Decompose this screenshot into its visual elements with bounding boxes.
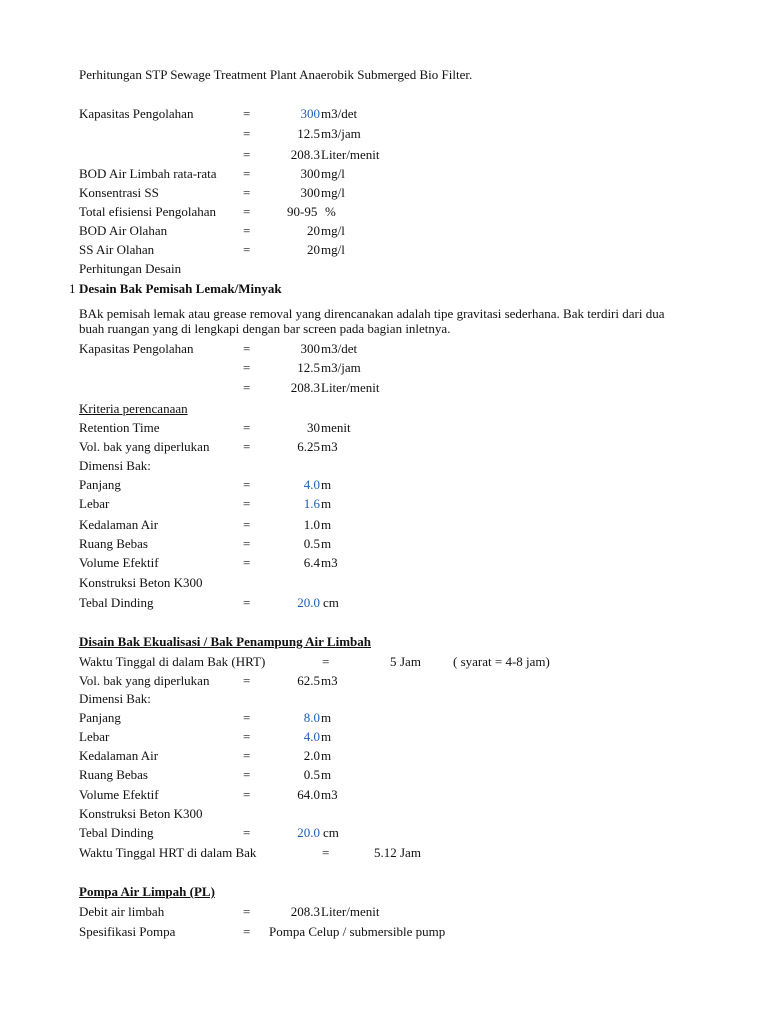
- effective-volume-value: 64.0: [297, 787, 320, 802]
- equals-sign: =: [243, 477, 251, 492]
- kapasitas-value: 12.5: [297, 360, 320, 375]
- ss-out-label: SS Air Olahan: [79, 242, 155, 257]
- flow-label: Debit air limbah: [79, 904, 165, 919]
- unit-label: m3: [321, 787, 338, 802]
- kapasitas-value: 208.3: [290, 147, 320, 162]
- unit-label: Jam: [400, 845, 421, 860]
- equals-sign: =: [322, 654, 330, 669]
- equals-sign: =: [243, 341, 251, 356]
- equals-sign: =: [243, 420, 251, 435]
- depth-label: Kedalaman Air: [79, 517, 159, 532]
- kapasitas-label: Kapasitas Pengolahan: [79, 106, 194, 121]
- equals-sign: =: [243, 126, 251, 141]
- freeboard-value: 0.5: [303, 767, 320, 782]
- hrt-label: Waktu Tinggal di dalam Bak (HRT): [79, 654, 266, 669]
- equals-sign: =: [243, 185, 251, 200]
- volume-label: Vol. bak yang diperlukan: [79, 439, 210, 454]
- freeboard-value: 0.5: [303, 536, 320, 551]
- bod-value: 300: [300, 166, 320, 181]
- efficiency-value: 90-95: [287, 204, 318, 219]
- unit-label: m: [321, 767, 332, 782]
- section-number: 1: [69, 281, 76, 296]
- unit-label: mg/l: [321, 242, 345, 257]
- equals-sign: =: [243, 710, 251, 725]
- unit-label: m: [321, 517, 332, 532]
- equals-sign: =: [243, 517, 251, 532]
- hrt-value: 5: [390, 654, 397, 669]
- kapasitas-value: 208.3: [290, 380, 320, 395]
- freeboard-label: Ruang Bebas: [79, 536, 148, 551]
- hrt-actual-label: Waktu Tinggal HRT di dalam Bak: [79, 845, 257, 860]
- retention-value: 30: [307, 420, 320, 435]
- unit-label: m3: [321, 555, 338, 570]
- unit-label: m: [321, 477, 332, 492]
- equals-sign: =: [243, 147, 251, 162]
- unit-label: m3/det: [321, 106, 358, 121]
- equals-sign: =: [243, 223, 251, 238]
- unit-label: m: [321, 748, 332, 763]
- unit-label: m3: [321, 439, 338, 454]
- equals-sign: =: [243, 242, 251, 257]
- bod-out-value: 20: [307, 223, 320, 238]
- unit-label: m: [321, 710, 332, 725]
- retention-label: Retention Time: [79, 420, 160, 435]
- design-heading: Perhitungan Desain: [79, 261, 182, 276]
- hrt-requirement-note: ( syarat = 4-8 jam): [453, 654, 550, 669]
- kapasitas-value: 12.5: [297, 126, 320, 141]
- wall-thickness-label: Tebal Dinding: [79, 595, 154, 610]
- equals-sign: =: [243, 204, 251, 219]
- unit-label: m: [321, 729, 332, 744]
- volume-value: 6.25: [297, 439, 320, 454]
- equals-sign: =: [243, 924, 251, 939]
- width-value: 1.6: [303, 496, 320, 511]
- unit-label: mg/l: [321, 185, 345, 200]
- unit-label: m3/jam: [321, 126, 361, 141]
- unit-label: m3: [321, 673, 338, 688]
- flow-value: 208.3: [290, 904, 320, 919]
- unit-label: m: [321, 496, 332, 511]
- equals-sign: =: [322, 845, 330, 860]
- unit-label: Liter/menit: [321, 904, 380, 919]
- wall-thickness-label: Tebal Dinding: [79, 825, 154, 840]
- kapasitas-label: Kapasitas Pengolahan: [79, 341, 194, 356]
- kapasitas-value: 300: [300, 341, 320, 356]
- equals-sign: =: [243, 673, 251, 688]
- ss-out-value: 20: [307, 242, 320, 257]
- equals-sign: =: [243, 767, 251, 782]
- equals-sign: =: [243, 729, 251, 744]
- effective-volume-value: 6.4: [303, 555, 320, 570]
- page-title: Perhitungan STP Sewage Treatment Plant Anaerobik Submerged Bio Filter.: [79, 67, 473, 82]
- bod-label: BOD Air Limbah rata-rata: [79, 166, 217, 181]
- section-description: BAk pemisah lemak atau grease removal yang direncanakan adalah tipe gravitasi sederhana. Bak terdiri dari dua buah ruangan yang di lengkapi dengan bar screen pada bagian inletnya.: [79, 306, 665, 336]
- section-title: Pompa Air Limpah (PL): [79, 884, 215, 899]
- bod-out-label: BOD Air Olahan: [79, 223, 168, 238]
- freeboard-label: Ruang Bebas: [79, 767, 148, 782]
- width-value: 4.0: [303, 729, 320, 744]
- ss-label: Konsentrasi SS: [79, 185, 159, 200]
- kapasitas-value: 300: [300, 106, 320, 121]
- depth-value: 2.0: [303, 748, 320, 763]
- depth-label: Kedalaman Air: [79, 748, 159, 763]
- dimension-heading: Dimensi Bak:: [79, 458, 151, 473]
- wall-thickness-value: 20.0: [297, 595, 320, 610]
- section-title: Desain Bak Pemisah Lemak/Minyak: [79, 281, 282, 296]
- equals-sign: =: [243, 748, 251, 763]
- wall-thickness-value: 20.0: [297, 825, 320, 840]
- width-label: Lebar: [79, 496, 110, 511]
- unit-label: menit: [321, 420, 351, 435]
- section-title: Disain Bak Ekualisasi / Bak Penampung Air Limbah: [79, 634, 371, 649]
- volume-value: 62.5: [297, 673, 320, 688]
- length-value: 8.0: [303, 710, 320, 725]
- unit-label: Liter/menit: [321, 380, 380, 395]
- effective-volume-label: Volume Efektif: [79, 555, 159, 570]
- length-label: Panjang: [79, 710, 121, 725]
- equals-sign: =: [243, 904, 251, 919]
- percent-unit: %: [325, 204, 336, 219]
- equals-sign: =: [243, 380, 251, 395]
- equals-sign: =: [243, 496, 251, 511]
- equals-sign: =: [243, 536, 251, 551]
- width-label: Lebar: [79, 729, 110, 744]
- unit-label: mg/l: [321, 166, 345, 181]
- construction-label: Konstruksi Beton K300: [79, 575, 203, 590]
- equals-sign: =: [243, 166, 251, 181]
- efficiency-label: Total efisiensi Pengolahan: [79, 204, 217, 219]
- equals-sign: =: [243, 106, 251, 121]
- pump-spec-value: Pompa Celup / submersible pump: [269, 924, 446, 939]
- unit-label: cm: [323, 825, 339, 840]
- length-value: 4.0: [303, 477, 320, 492]
- criteria-heading: Kriteria perencanaan: [79, 401, 188, 416]
- equals-sign: =: [243, 825, 251, 840]
- equals-sign: =: [243, 595, 251, 610]
- dimension-heading: Dimensi Bak:: [79, 691, 151, 706]
- depth-value: 1.0: [303, 517, 320, 532]
- equals-sign: =: [243, 555, 251, 570]
- construction-label: Konstruksi Beton K300: [79, 806, 203, 821]
- ss-value: 300: [300, 185, 320, 200]
- unit-label: m3/det: [321, 341, 358, 356]
- hrt-actual-value: 5.12: [374, 845, 397, 860]
- unit-label: m3/jam: [321, 360, 361, 375]
- unit-label: Jam: [400, 654, 421, 669]
- equals-sign: =: [243, 439, 251, 454]
- unit-label: mg/l: [321, 223, 345, 238]
- unit-label: Liter/menit: [321, 147, 380, 162]
- equals-sign: =: [243, 360, 251, 375]
- equals-sign: =: [243, 787, 251, 802]
- pump-spec-label: Spesifikasi Pompa: [79, 924, 176, 939]
- unit-label: cm: [323, 595, 339, 610]
- unit-label: m: [321, 536, 332, 551]
- volume-label: Vol. bak yang diperlukan: [79, 673, 210, 688]
- length-label: Panjang: [79, 477, 121, 492]
- effective-volume-label: Volume Efektif: [79, 787, 159, 802]
